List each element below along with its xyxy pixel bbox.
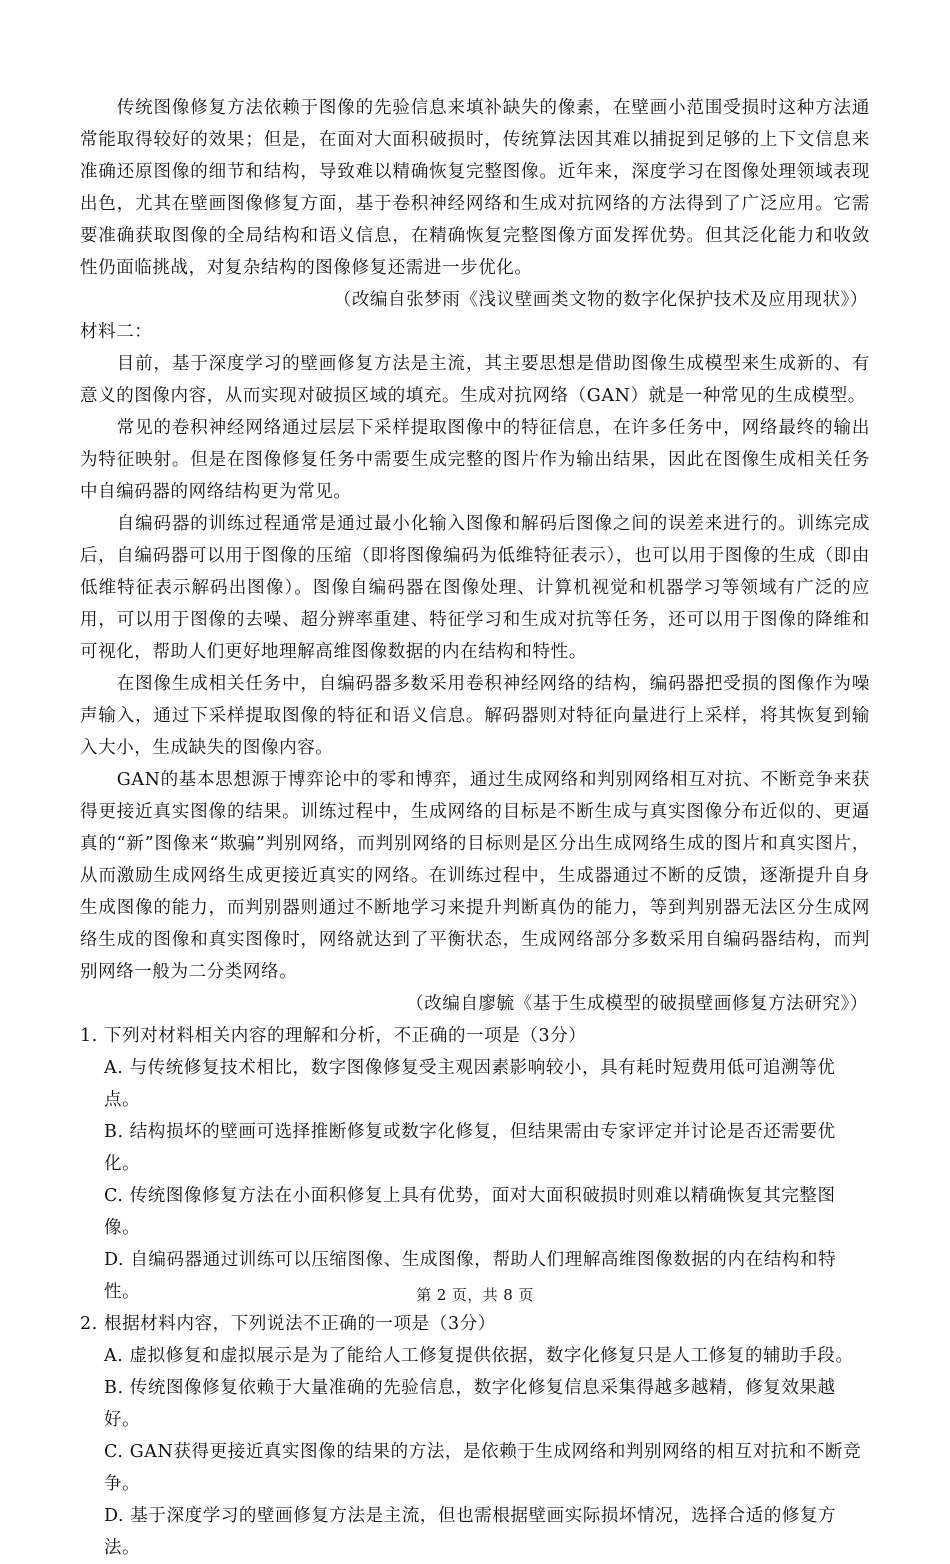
question-2-option-d[interactable]: D. 基于深度学习的壁画修复方法是主流，但也需根据壁画实际损坏情况，选择合适的修复方法。 bbox=[104, 1506, 837, 1558]
paragraph-material2-3: 自编码器的训练过程通常是通过最小化输入图像和解码后图像之间的误差来进行的。训练完成后，自编码器可以用于图像的压缩（即将图像编码为低维特征表示），也可以用于图像的生成（即由低维特征表示解码出图像）。图像自编码器在图像处理、计算机视觉和机器学习等领域有广泛的应用，可以用于图像的去噪、超分辨率重建、特征学习和生成对抗等任务，还可以用于图像的降维和可视化，帮助人们更好地理解高维图像数据的内在结构和特性。 bbox=[80, 514, 870, 662]
paragraph-traditional-methods: 传统图像修复方法依赖于图像的先验信息来填补缺失的像素，在壁画小范围受损时这种方法通常能取得较好的效果；但是，在面对大面积破损时，传统算法因其难以捕捉到足够的上下文信息来准确还原图像的细节和结构，导致难以精确恢复完整图像。近年来，深度学习在图像处理领域表现出色，尤其在壁画图像修复方面，基于卷积神经网络和生成对抗网络的方法得到了广泛应用。它需要准确获取图像的全局结构和语义信息，在精确恢复完整图像方面发挥优势。但其泛化能力和收敛性仍面临挑战，对复杂结构的图像修复还需进一步优化。 bbox=[80, 98, 870, 278]
page-footer: 第 2 页，共 8 页 bbox=[416, 1286, 534, 1304]
paragraph-material2-4: 在图像生成相关任务中，自编码器多数采用卷积神经网络的结构，编码器把受损的图像作为噪声输入，通过下采样提取图像的特征和语义信息。解码器则对特征向量进行上采样，将其恢复到输入大小，生成缺失的图像内容。 bbox=[80, 674, 870, 758]
question-2-option-c[interactable]: C. GAN获得更接近真实图像的结果的方法，是依赖于生成网络和判别网络的相互对抗和不断竞争。 bbox=[104, 1442, 862, 1494]
paragraph-material2-2: 常见的卷积神经网络通过层层下采样提取图像中的特征信息，在许多任务中，网络最终的输出为特征映射。但是在图像修复任务中需要生成完整的图片作为输出结果，因此在图像生成相关任务中自编码器的网络结构更为常见。 bbox=[80, 418, 870, 502]
source-citation-1: （改编自张梦雨《浅议壁画类文物的数字化保护技术及应用现状》） bbox=[333, 290, 868, 310]
question-1-option-a[interactable]: A. 与传统修复技术相比，数字图像修复受主观因素影响较小，具有耗时短费用低可追溯等优点。 bbox=[104, 1058, 836, 1110]
question-2-option-a[interactable]: A. 虚拟修复和虚拟展示是为了能给人工修复提供依据，数字化修复只是人工修复的辅助手段。 bbox=[104, 1346, 854, 1366]
question-2-stem: 2. 根据材料内容，下列说法不正确的一项是（3分） bbox=[80, 1314, 496, 1334]
material-2-heading: 材料二： bbox=[80, 322, 153, 342]
question-1-option-b[interactable]: B. 结构损坏的壁画可选择推断修复或数字化修复，但结果需由专家评定并讨论是否还需要优化。 bbox=[104, 1122, 836, 1174]
question-2-option-b[interactable]: B. 传统图像修复依赖于大量准确的先验信息，数字化修复信息采集得越多越精，修复效果越好。 bbox=[104, 1378, 836, 1430]
question-1-option-c[interactable]: C. 传统图像修复方法在小面积修复上具有优势，面对大面积破损时则难以精确恢复其完整图像。 bbox=[104, 1186, 836, 1238]
page-content bbox=[80, 92, 870, 1564]
source-citation-2: （改编自廖毓《基于生成模型的破损壁画修复方法研究》） bbox=[406, 994, 868, 1014]
paragraph-material2-5: GAN的基本思想源于博弈论中的零和博弈，通过生成网络和判别网络相互对抗、不断竞争来获得更接近真实图像的结果。训练过程中，生成网络的目标是不断生成与真实图像分布近似的、更逼真的“新”图像来“欺骗”判别网络，而判别网络的目标则是区分出生成网络生成的图片和真实图片，从而激励生成网络生成更接近真实的网络。在训练过程中，生成器通过不断的反馈，逐渐提升自身生成图像的能力，而判别器则通过不断地学习来提升判断真伪的能力，等到判别器无法区分生成网络生成的图像和真实图像时，网络就达到了平衡状态，生成网络部分多数采用自编码器结构，而判别网络一般为二分类网络。 bbox=[80, 770, 870, 982]
paragraph-material2-1: 目前，基于深度学习的壁画修复方法是主流，其主要思想是借助图像生成模型来生成新的、有意义的图像内容，从而实现对破损区域的填充。生成对抗网络（GAN）就是一种常见的生成模型。 bbox=[80, 354, 870, 406]
question-1-option-d[interactable]: D. 自编码器通过训练可以压缩图像、生成图像，帮助人们理解高维图像数据的内在结构和特性。 bbox=[104, 1250, 837, 1302]
question-1-stem: 1. 下列对材料相关内容的理解和分析，不正确的一项是（3分） bbox=[80, 1026, 587, 1046]
